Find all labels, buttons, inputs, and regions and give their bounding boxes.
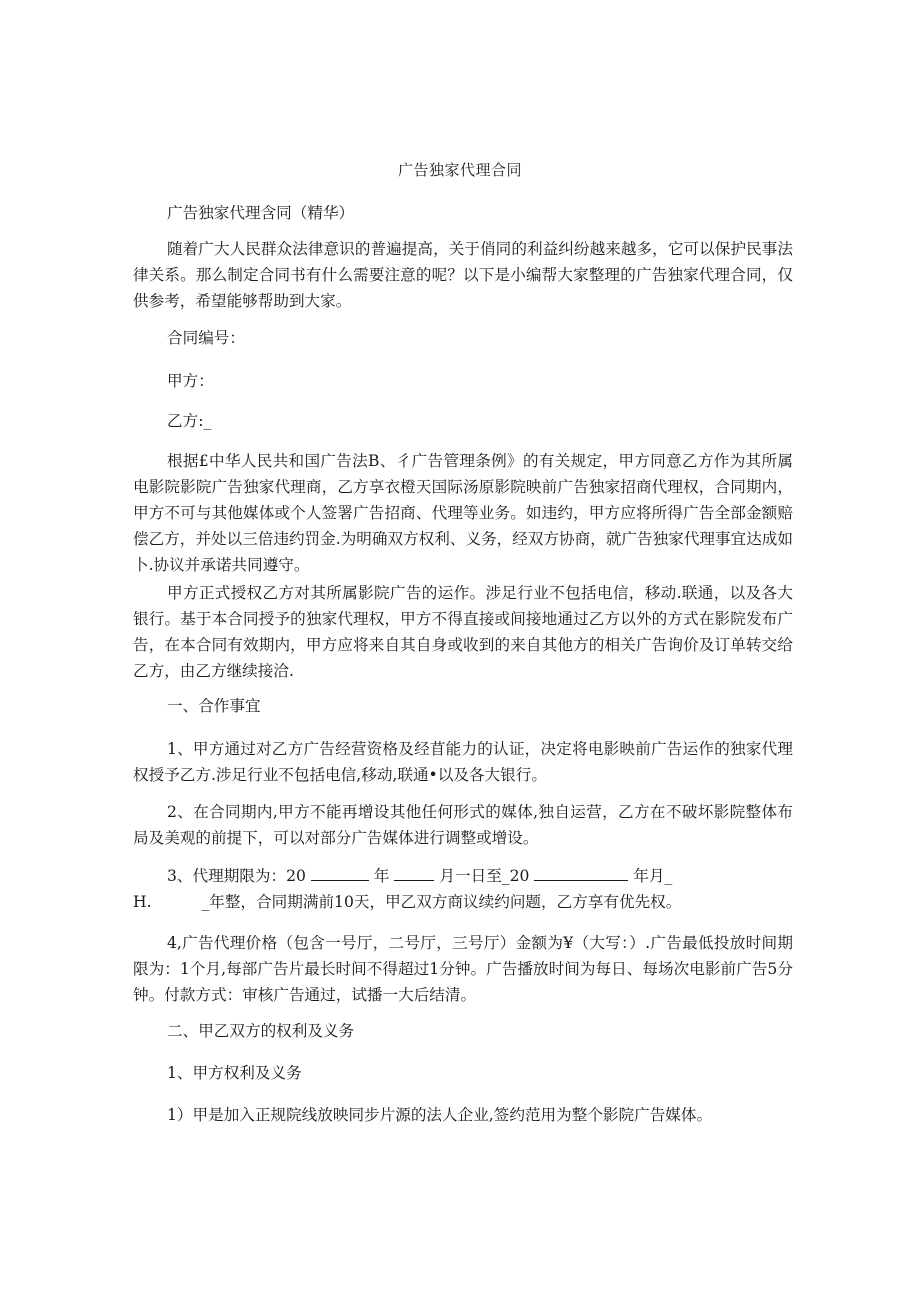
party-b-label: 乙方:_ xyxy=(167,412,212,430)
party-a-rights-title: 1、甲方权利及义务 xyxy=(167,1064,302,1082)
item3-part-f: _年整，合同期满前10天，甲乙双方商议续约问题，乙方享有优先权。 xyxy=(201,893,682,911)
item3-part-c: 月一日至_20 xyxy=(439,867,530,885)
item3-part-d: 年月_ xyxy=(633,867,673,885)
item3-part-b: 年 xyxy=(373,867,390,885)
party-a-rights-item-1: 1）甲是加入正规院线放映同步片源的法人企业,签约范用为整个影院广告媒体。 xyxy=(167,1106,713,1124)
cooperation-item-3-line-2 xyxy=(133,889,681,915)
section-cooperation-title: 一、合作事宜 xyxy=(167,697,261,715)
contract-number-label: 合同编号： xyxy=(167,329,245,347)
cooperation-item-3-line-1 xyxy=(167,862,672,889)
intro-paragraph: 随着广大人民群众法律意识的普遍提高，关于俏同的利益纠纷越来越多，它可以保护民事法律关系。那么制定合同书有什么需要注意的呢？以下是小编帮大家整理的广告独家代理合同，仅供参考，希望能够帮助到大家。 xyxy=(133,240,793,310)
document-subtitle: 广告独家代理含同（精华） xyxy=(167,204,355,222)
blank-month-start xyxy=(394,862,434,881)
cooperation-item-1: 1、甲方通过对乙方广告经营资格及经苜能力的认证，决定将电影映前广告运作的独家代理权授予乙方.涉足行业不包括电信,移动,联通•以及各大银行。 xyxy=(133,740,793,784)
cooperation-item-4: 4,广告代理价格（包含一号厅，二号厅，三号厅）金额为¥（大写：）.广告最低投放时间期限为：1个月,每部广告片最长时间不得超过1分钟。广告播放时间为每日、每场次电影前广告5分钟。付款方式：审核广告通过，试播一大后结清。 xyxy=(133,934,793,1004)
party-a-label: 甲方： xyxy=(167,372,214,390)
document-title: 广告独家代理合同 xyxy=(397,161,522,179)
blank-year-start xyxy=(311,862,369,881)
item3-part-e: H. xyxy=(133,893,152,911)
blank-year-end xyxy=(534,862,628,881)
cooperation-item-2: 2、在合同期内,甲方不能再增设其他任何形式的媒体,独自运营，乙方在不破坏影院整体布局及美观的前提下，可以对部分广告媒体进行调整或增设。 xyxy=(133,803,793,847)
legal-basis-paragraph: 根据£中华人民共和国广告法B、彳广告管理条例》的有关规定，甲方同意乙方作为其所属电影院影院广告独家代理商，乙方享衣橙天国际汤原影院映前广告独家招商代理权，合同期内，甲方不可与其他媒体或个人签署广告招商、代理等业务。如违约，甲方应将所得广告全部金额赔偿乙方，并处以三倍违约罚金.为明确双方权利、义务，经双方协商，就广告独家代理事宜达成如卜.协议并承诺共同遵守。 xyxy=(133,452,793,574)
item3-part-a: 3、代理期限为：20 xyxy=(167,867,306,885)
authorization-paragraph: 甲方正式授权乙方对其所属影院广告的运作。涉足行业不包括电信，移动.联通，以及各大银行。基于本合同授予的独家代理权，甲方不得直接或间接地通过乙方以外的方式在影院发布广告，在本合同有效期内，甲方应将来自其自身或收到的来自其他方的相关广告询价及订单转交给乙方，由乙方继续接洽. xyxy=(133,584,793,680)
section-rights-title: 二、甲乙双方的权利及义务 xyxy=(167,1022,355,1040)
